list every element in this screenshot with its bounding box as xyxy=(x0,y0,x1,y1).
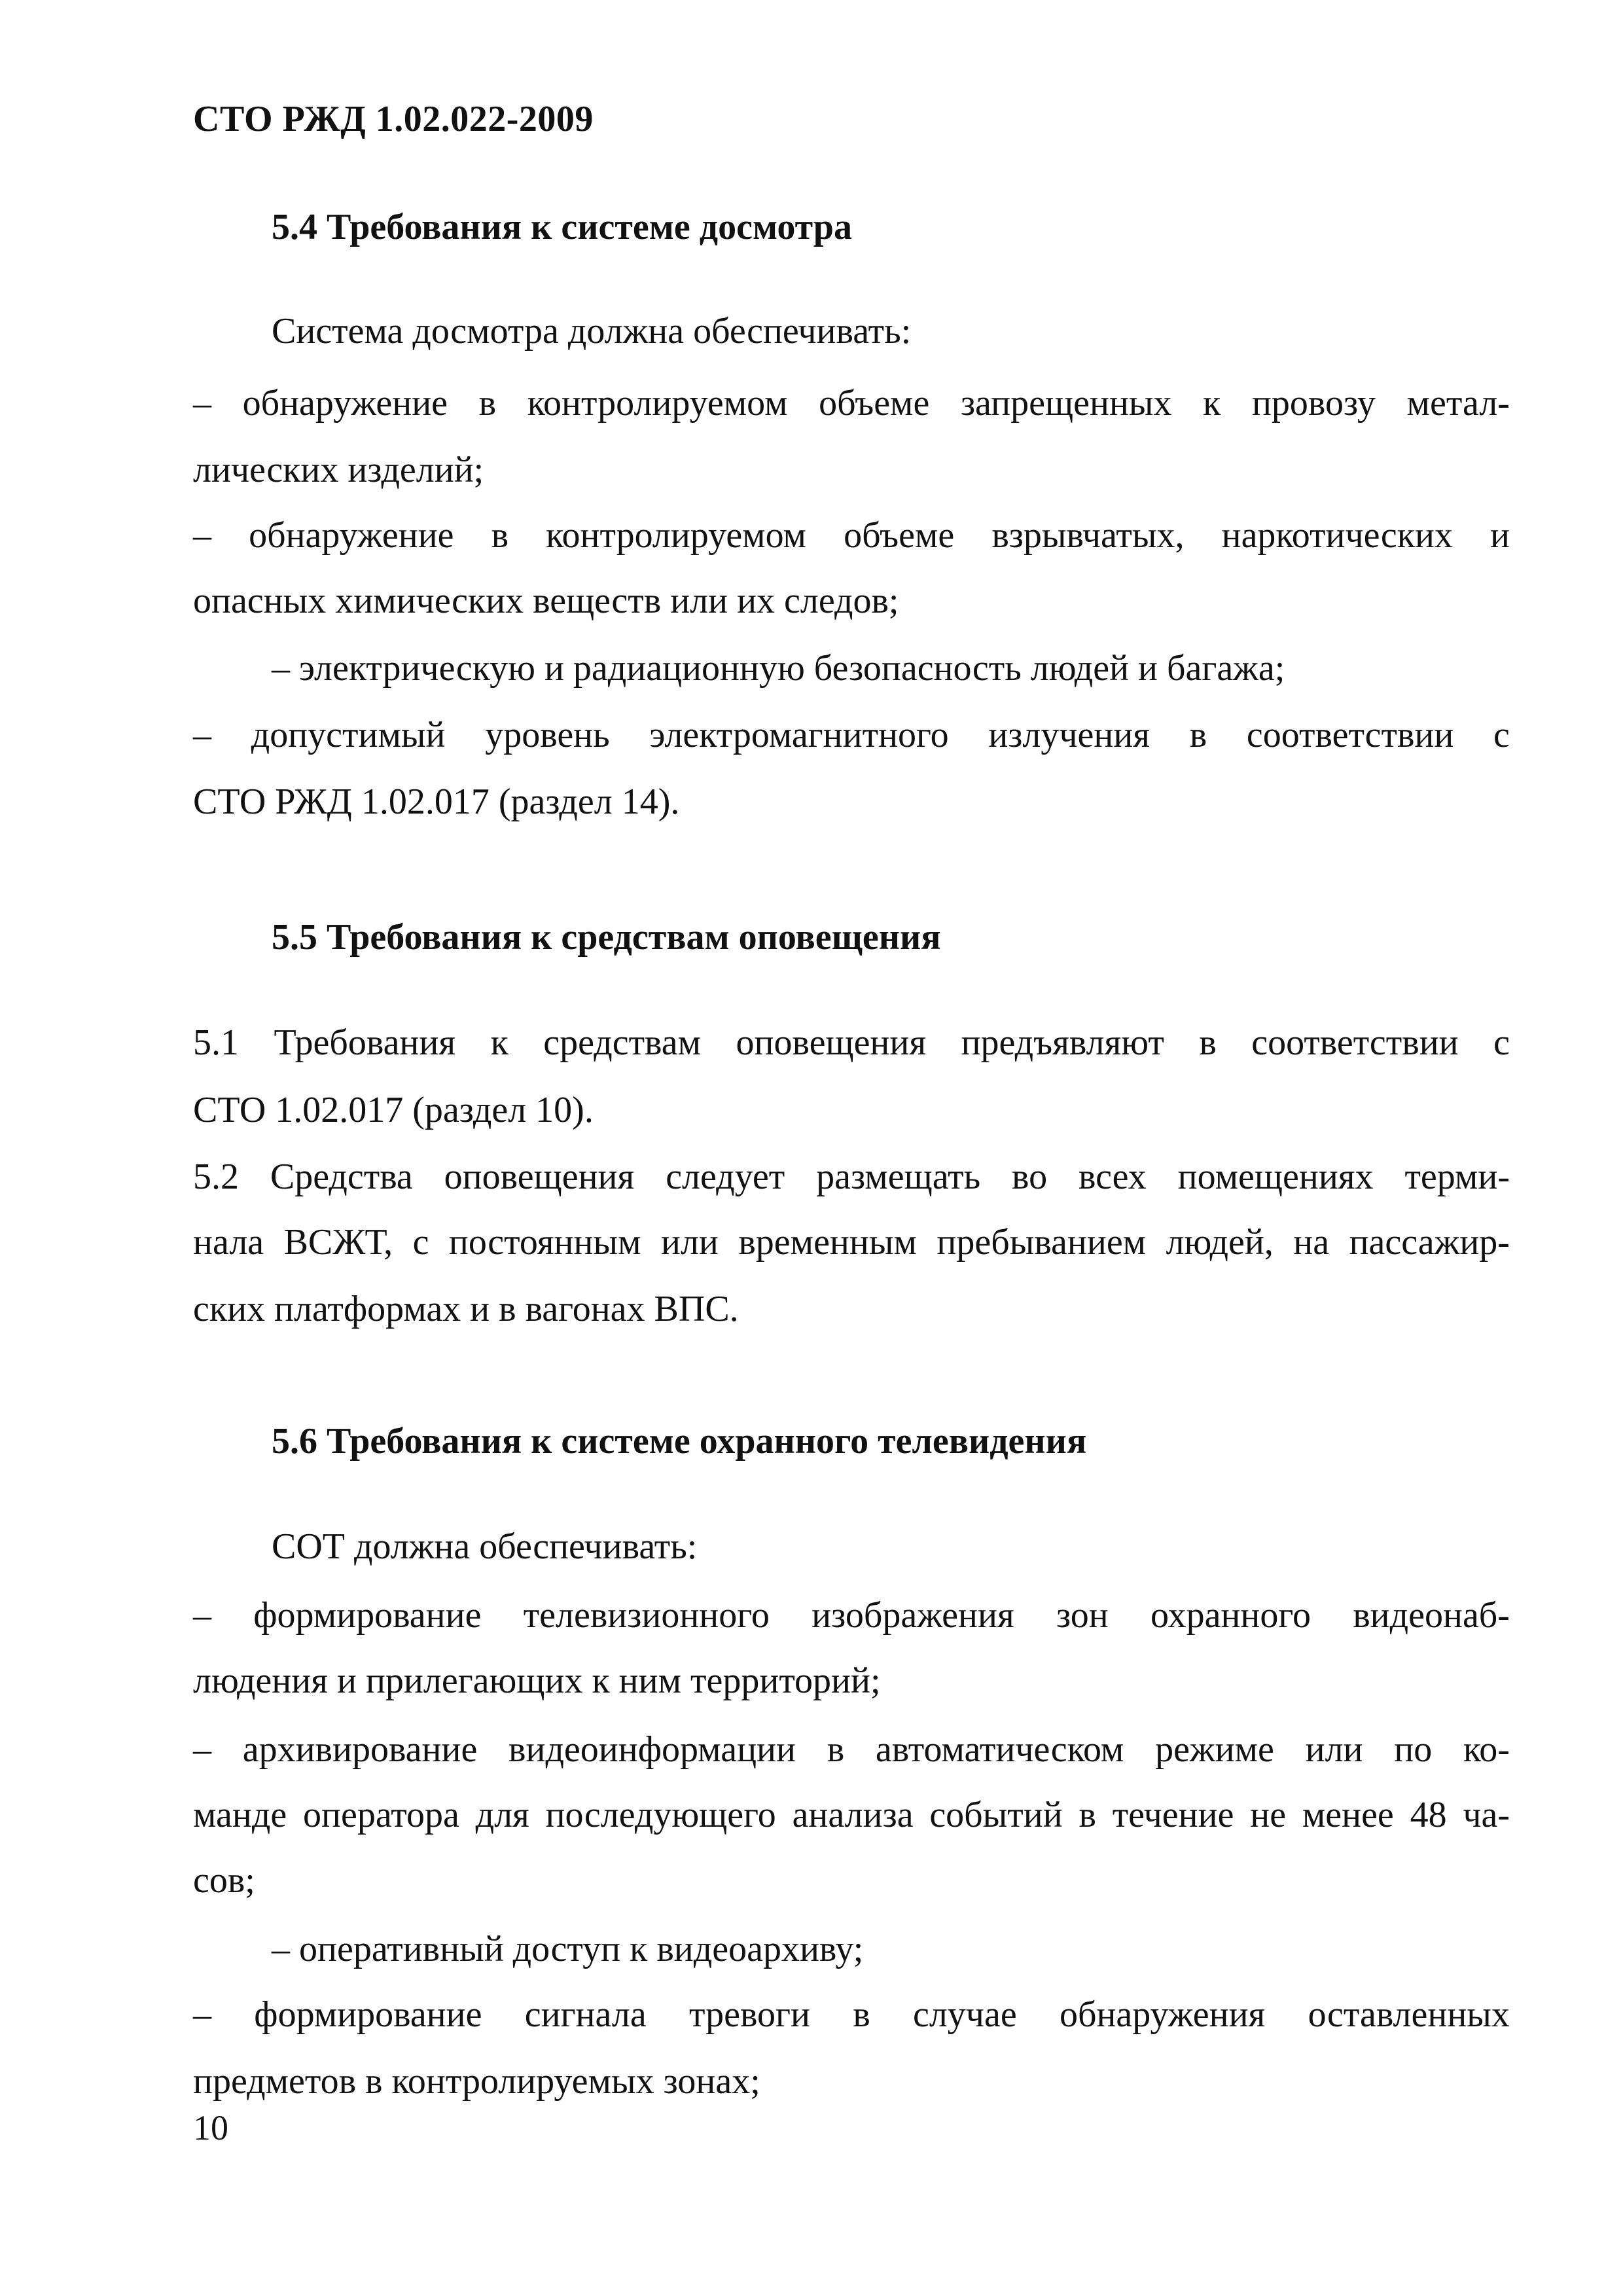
section-5-6-item1-line1: – формирование телевизионного изображения зон охранного видеонаб- xyxy=(193,1595,1510,1636)
section-5-6-title: 5.6 Требования к системе охранного телевидения xyxy=(272,1421,1087,1462)
section-5-5-p2-line1: 5.2 Средства оповещения следует размещать во всех помещениях терми- xyxy=(193,1157,1510,1197)
section-5-6-intro: СОТ должна обеспечивать: xyxy=(272,1526,698,1567)
section-5-6-item4-line2: предметов в контролируемых зонах; xyxy=(193,2061,760,2102)
section-5-6-item1-line2: людения и прилегающих к ним территорий; xyxy=(193,1660,881,1701)
section-5-5-title: 5.5 Требования к средствам оповещения xyxy=(272,917,941,958)
section-5-4-item1-line1: – обнаружение в контролируемом объеме запрещенных к провозу метал- xyxy=(193,383,1510,423)
section-5-4-title: 5.4 Требования к системе досмотра xyxy=(272,207,852,247)
section-5-4-item4-line2: СТО РЖД 1.02.017 (раздел 14). xyxy=(193,781,680,822)
section-5-6-item3: – оперативный доступ к видеоархиву; xyxy=(272,1929,864,1969)
section-5-5-p1-line2: СТО 1.02.017 (раздел 10). xyxy=(193,1090,594,1130)
section-5-5-p2-line3: ских платформах и в вагонах ВПС. xyxy=(193,1289,739,1329)
section-5-4-item2-line1: – обнаружение в контролируемом объеме взрывчатых, наркотических и xyxy=(193,515,1510,556)
section-5-6-item4-line1: – формирование сигнала тревоги в случае обнаружения оставленных xyxy=(193,1994,1510,2035)
section-5-6-item2-line3: сов; xyxy=(193,1860,255,1901)
section-5-4-item3: – электрическую и радиационную безопасность людей и багажа; xyxy=(272,648,1285,689)
section-5-6-item2-line1: – архивирование видеоинформации в автоматическом режиме или по ко- xyxy=(193,1729,1510,1770)
page-number: 10 xyxy=(193,2108,228,2147)
document-code: СТО РЖД 1.02.022-2009 xyxy=(193,99,594,139)
section-5-4-intro: Система досмотра должна обеспечивать: xyxy=(272,311,912,351)
section-5-5-p1-line1: 5.1 Требования к средствам оповещения предъявляют в соответствии с xyxy=(193,1022,1510,1063)
section-5-4-item1-line2: лических изделий; xyxy=(193,450,484,490)
section-5-5-p2-line2: нала ВСЖТ, с постоянным или временным пребыванием людей, на пассажир- xyxy=(193,1222,1510,1263)
section-5-4-item2-line2: опасных химических веществ или их следов; xyxy=(193,581,899,621)
section-5-4-item4-line1: – допустимый уровень электромагнитного излучения в соответствии с xyxy=(193,715,1510,755)
section-5-6-item2-line2: манде оператора для последующего анализа событий в течение не менее 48 ча- xyxy=(193,1795,1510,1835)
